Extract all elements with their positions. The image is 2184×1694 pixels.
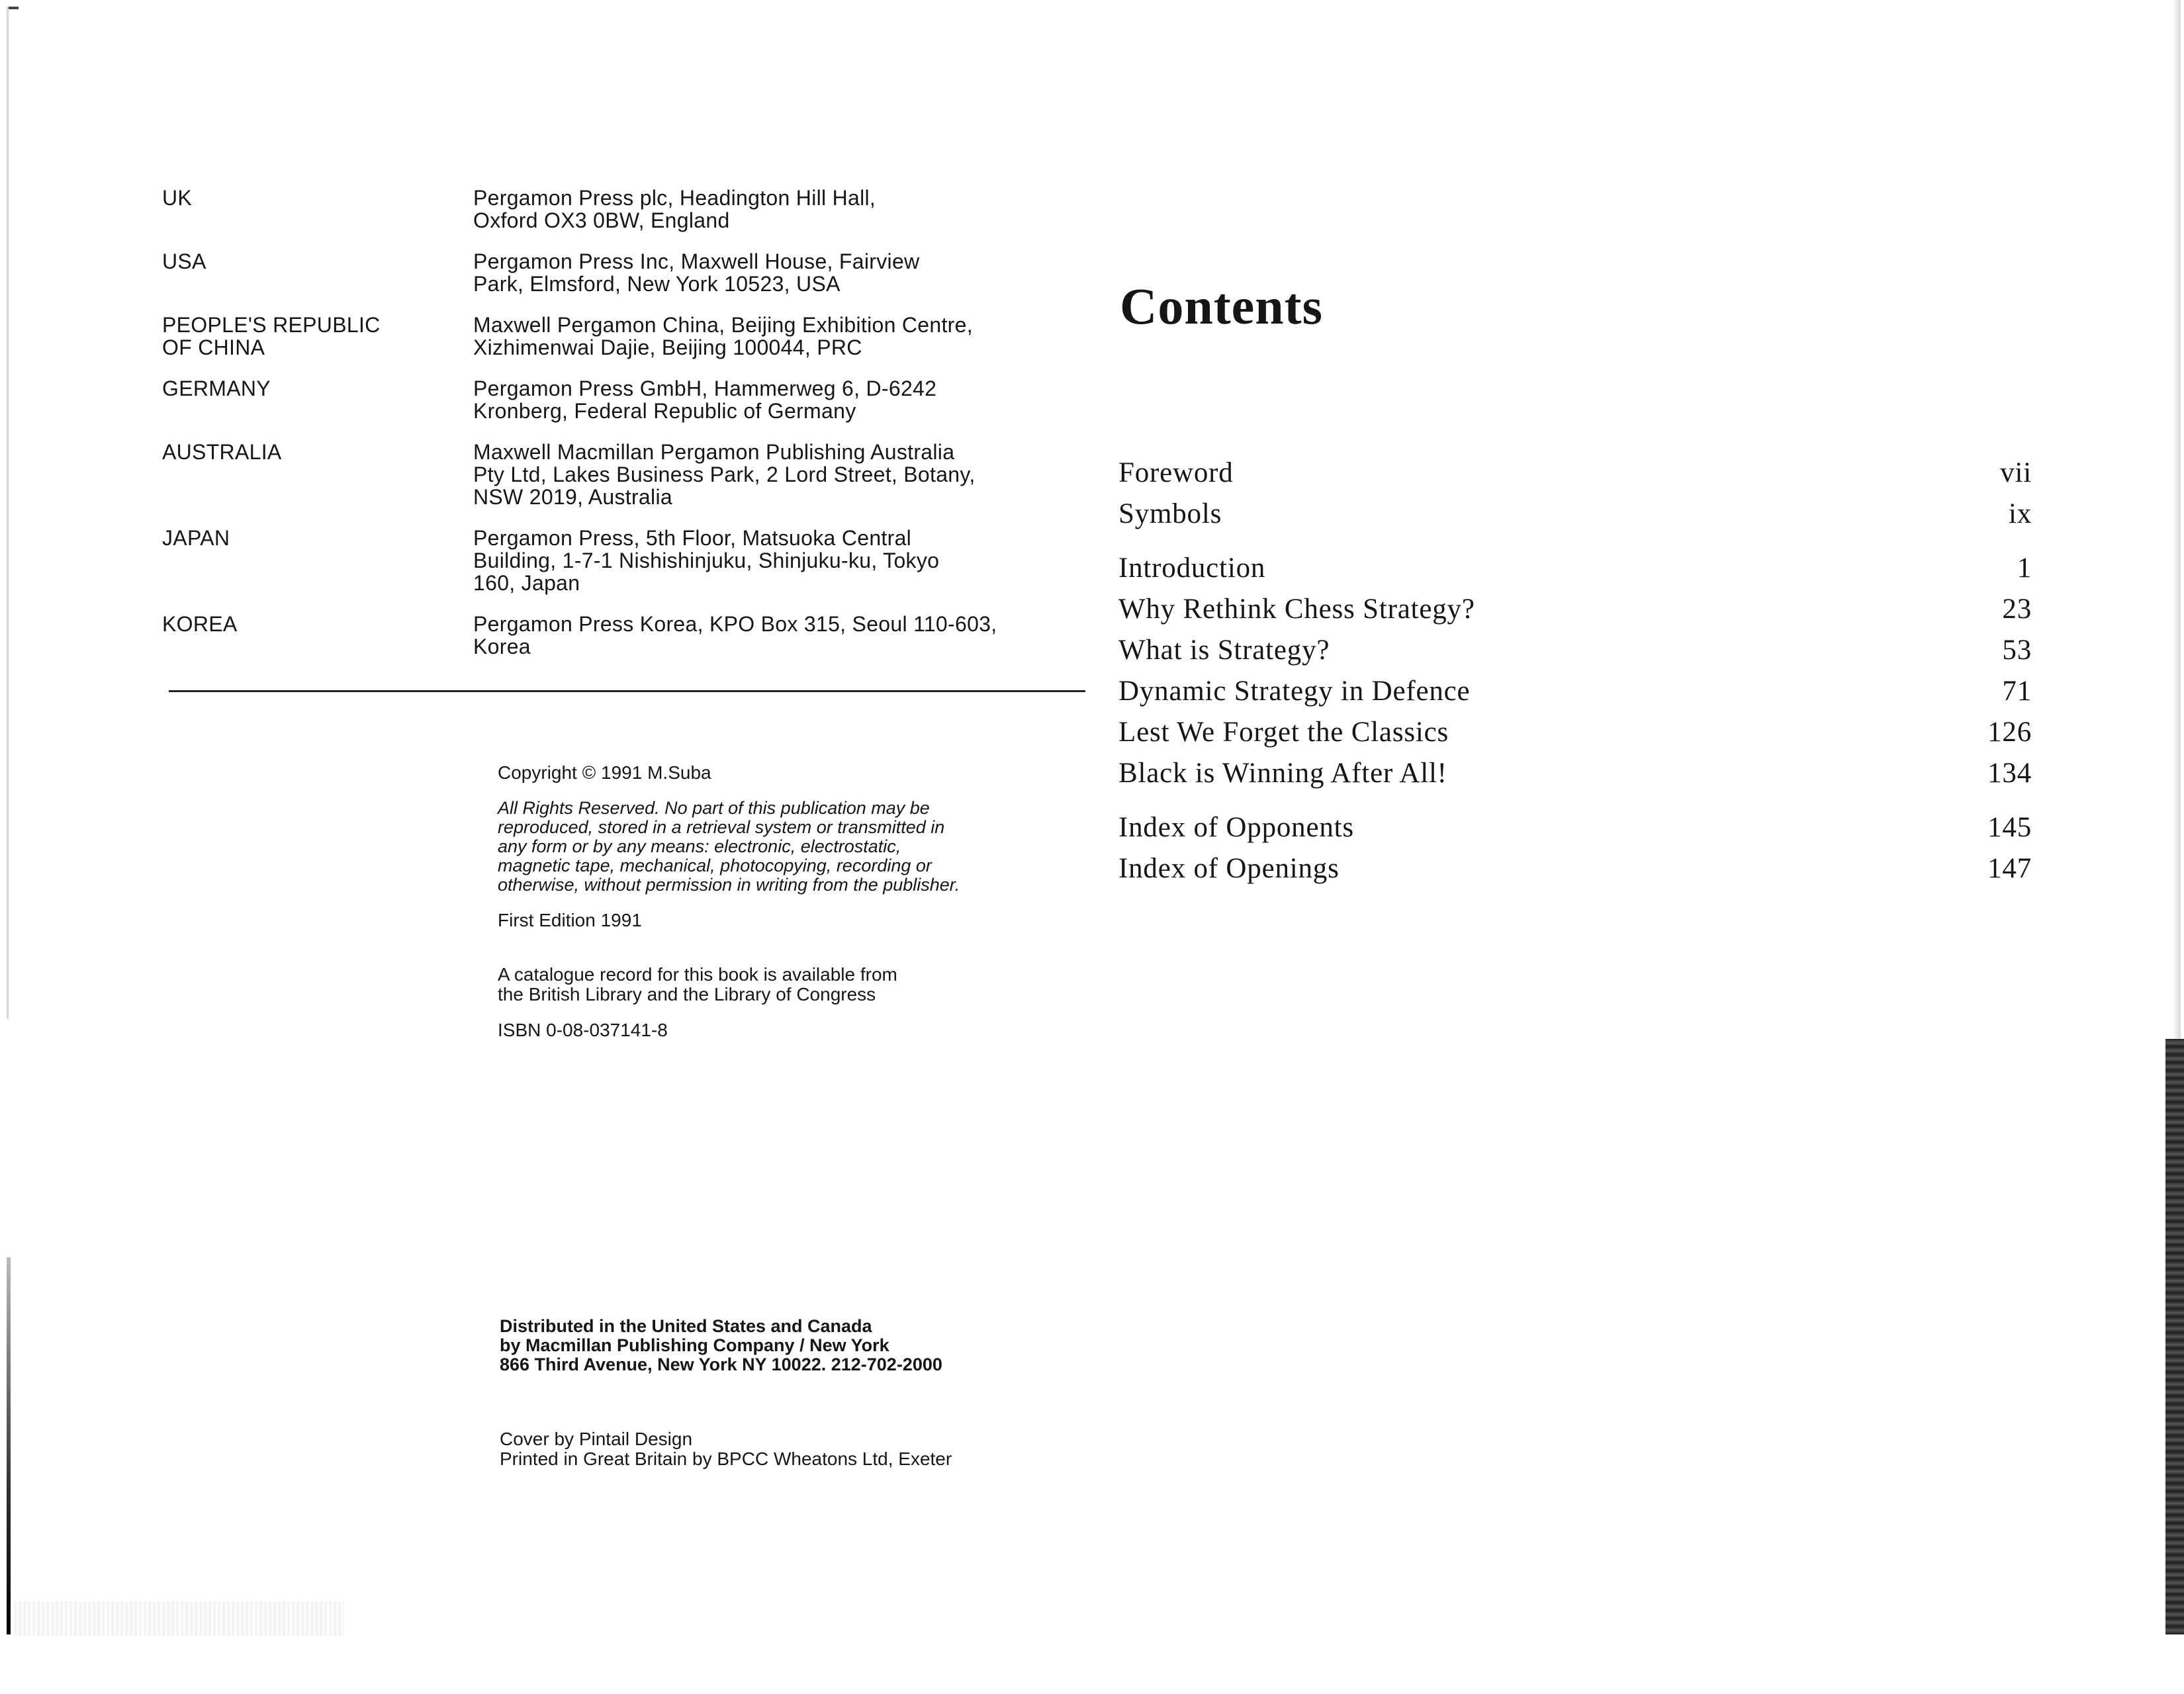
- toc-entry: [1118, 593, 2032, 634]
- publisher-country: USA: [162, 249, 206, 273]
- toc-entry-page: 53: [2002, 635, 2032, 666]
- toc-entry-title: Index of Opponents: [1118, 812, 1354, 843]
- toc-entry: [1118, 757, 2032, 798]
- publisher-country: KOREA: [162, 612, 238, 636]
- copyright-notice: Copyright © 1991 M.Suba: [498, 762, 711, 783]
- toc-entry-page: 23: [2002, 594, 2032, 625]
- toc-entry-page: 147: [1987, 853, 2032, 884]
- toc-entry-page: vii: [2000, 457, 2032, 488]
- toc-entry: [1118, 498, 2032, 539]
- toc-entry: [1118, 716, 2032, 757]
- publisher-row: [162, 527, 1075, 594]
- publisher-address: Pergamon Press plc, Headington Hill Hall, Oxford OX3 0BW, England: [473, 186, 876, 232]
- isbn: ISBN 0-08-037141-8: [498, 1020, 668, 1040]
- publisher-row: [162, 441, 1075, 508]
- publisher-row: [162, 250, 1075, 295]
- toc-entry: [1118, 634, 2032, 675]
- catalogue-record: A catalogue record for this book is available from the British Library and the Library of Congress: [498, 964, 897, 1004]
- scan-bottom-grain: [13, 1601, 344, 1636]
- copyright-block: [498, 763, 1093, 1056]
- scan-right-edge: [2173, 0, 2181, 1039]
- publisher-address: Pergamon Press, 5th Floor, Matsuoka Central Building, 1-7-1 Nishishinjuku, Shinjuku-ku, Tokyo 160, Japan: [473, 526, 940, 595]
- toc-entry-title: What is Strategy?: [1118, 635, 1330, 666]
- toc-entry-title: Lest We Forget the Classics: [1118, 717, 1449, 748]
- publisher-row: [162, 613, 1075, 658]
- table-of-contents: [1118, 457, 2032, 893]
- toc-entry-page: 126: [1987, 717, 2032, 748]
- contents-title: Contents: [1120, 277, 1324, 335]
- scan-left-edge: [7, 7, 9, 1019]
- toc-entry-title: Why Rethink Chess Strategy?: [1118, 594, 1475, 625]
- toc-entry: [1118, 811, 2032, 852]
- publisher-address: Maxwell Macmillan Pergamon Publishing Australia Pty Ltd, Lakes Business Park, 2 Lord Street, Botany, NSW 2019, Australia: [473, 440, 976, 509]
- toc-entry-page: 71: [2002, 676, 2032, 707]
- publisher-country: UK: [162, 186, 193, 210]
- publisher-row: [162, 314, 1075, 359]
- publisher-address: Maxwell Pergamon China, Beijing Exhibition Centre, Xizhimenwai Dajie, Beijing 100044, PRC: [473, 313, 973, 359]
- toc-entry-page: 1: [2017, 553, 2032, 584]
- toc-entry: [1118, 675, 2032, 716]
- edition-line: First Edition 1991: [498, 910, 642, 930]
- distribution-notice: Distributed in the United States and Canada by Macmillan Publishing Company / New York 866 Third Avenue, New York NY 10022. 212-702-2000: [500, 1316, 942, 1374]
- toc-entry-title: Foreword: [1118, 457, 1234, 488]
- toc-group-gap: [1118, 539, 2032, 552]
- publisher-address: Pergamon Press GmbH, Hammerweg 6, D-6242 Kronberg, Federal Republic of Germany: [473, 377, 937, 423]
- publisher-row: [162, 187, 1075, 232]
- toc-entry-title: Introduction: [1118, 553, 1266, 584]
- toc-entry-title: Black is Winning After All!: [1118, 758, 1447, 789]
- horizontal-divider: [169, 690, 1085, 692]
- toc-entry: [1118, 552, 2032, 593]
- toc-group-gap: [1118, 798, 2032, 811]
- scan-left-edge-shadow: [7, 1257, 11, 1634]
- rights-statement: All Rights Reserved. No part of this publication may be reproduced, stored in a retrieval system or transmitted in any form or by any means: electronic, electrostatic, magnetic tape, mechanical, photocopying, recording or otherwise, without permission in writing from the publisher.: [498, 798, 960, 895]
- toc-entry: [1118, 852, 2032, 893]
- printer-credits: Cover by Pintail Design Printed in Great Britain by BPCC Wheatons Ltd, Exeter: [500, 1429, 952, 1469]
- publisher-country: PEOPLE'S REPUBLIC OF CHINA: [162, 313, 381, 359]
- publisher-address: Pergamon Press Korea, KPO Box 315, Seoul 110-603, Korea: [473, 612, 997, 658]
- toc-entry-page: ix: [2008, 498, 2032, 529]
- scan-right-edge-shadow: [2165, 1039, 2184, 1634]
- toc-entry: [1118, 457, 2032, 498]
- publisher-country: GERMANY: [162, 377, 271, 400]
- toc-entry-page: 145: [1987, 812, 2032, 843]
- toc-entry-title: Index of Openings: [1118, 853, 1340, 884]
- publisher-address: Pergamon Press Inc, Maxwell House, Fairview Park, Elmsford, New York 10523, USA: [473, 249, 920, 296]
- toc-entry-page: 134: [1987, 758, 2032, 789]
- publisher-country: AUSTRALIA: [162, 440, 282, 464]
- toc-entry-title: Dynamic Strategy in Defence: [1118, 676, 1471, 707]
- toc-entry-title: Symbols: [1118, 498, 1222, 529]
- publisher-country: JAPAN: [162, 526, 230, 550]
- publisher-row: [162, 377, 1075, 422]
- publisher-addresses: [162, 187, 1075, 676]
